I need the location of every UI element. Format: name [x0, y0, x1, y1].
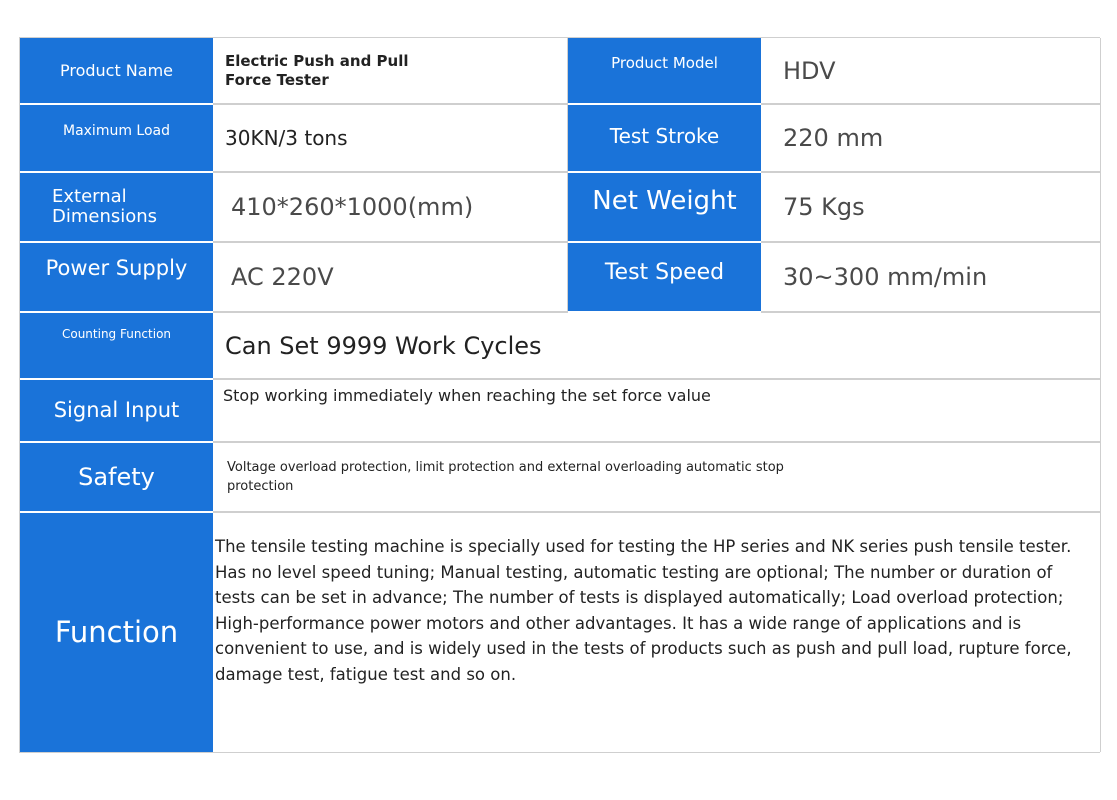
function-label: Function: [20, 513, 213, 752]
counting-function-label: Counting Function: [20, 313, 213, 380]
test-stroke-value: 220 mm: [761, 105, 1101, 173]
net-weight-value: 75 Kgs: [761, 173, 1101, 243]
test-speed-label: Test Speed: [568, 243, 761, 313]
safety-value: Voltage overload protection, limit protection and external overloading automatic stop protection: [213, 443, 1101, 513]
signal-input-label: Signal Input: [20, 380, 213, 443]
external-dimensions-value: 410*260*1000(mm): [213, 173, 568, 243]
external-dimensions-label: External Dimensions: [20, 173, 213, 243]
signal-input-value: Stop working immediately when reaching the set force value: [213, 380, 1101, 443]
counting-function-value: Can Set 9999 Work Cycles: [213, 313, 1101, 380]
test-speed-value: 30~300 mm/min: [761, 243, 1101, 313]
spec-table: [19, 37, 1100, 753]
maximum-load-value: 30KN/3 tons: [213, 105, 568, 173]
product-name-label: Product Name: [20, 38, 213, 105]
test-stroke-label: Test Stroke: [568, 105, 761, 173]
power-supply-value: AC 220V: [213, 243, 568, 313]
product-model-value: HDV: [761, 38, 1101, 105]
function-value: The tensile testing machine is specially used for testing the HP series and NK series push tensile tester. Has no level speed tuning; Manual testing, automatic testing are optional; The number or duration of tests can be set in advance; The number of tests is displayed automatically; Load overload protection; High-performance power motors and other advantages. It has a wide range of applications and is convenient to use, and is widely used in the tests of products such as push and pull load, rupture force, damage test, fatigue test and so on.: [213, 513, 1101, 752]
product-model-label: Product Model: [568, 38, 761, 105]
power-supply-label: Power Supply: [20, 243, 213, 313]
maximum-load-label: Maximum Load: [20, 105, 213, 173]
safety-label: Safety: [20, 443, 213, 513]
net-weight-label: Net Weight: [568, 173, 761, 243]
product-name-value: Electric Push and Pull Force Tester: [213, 38, 568, 105]
